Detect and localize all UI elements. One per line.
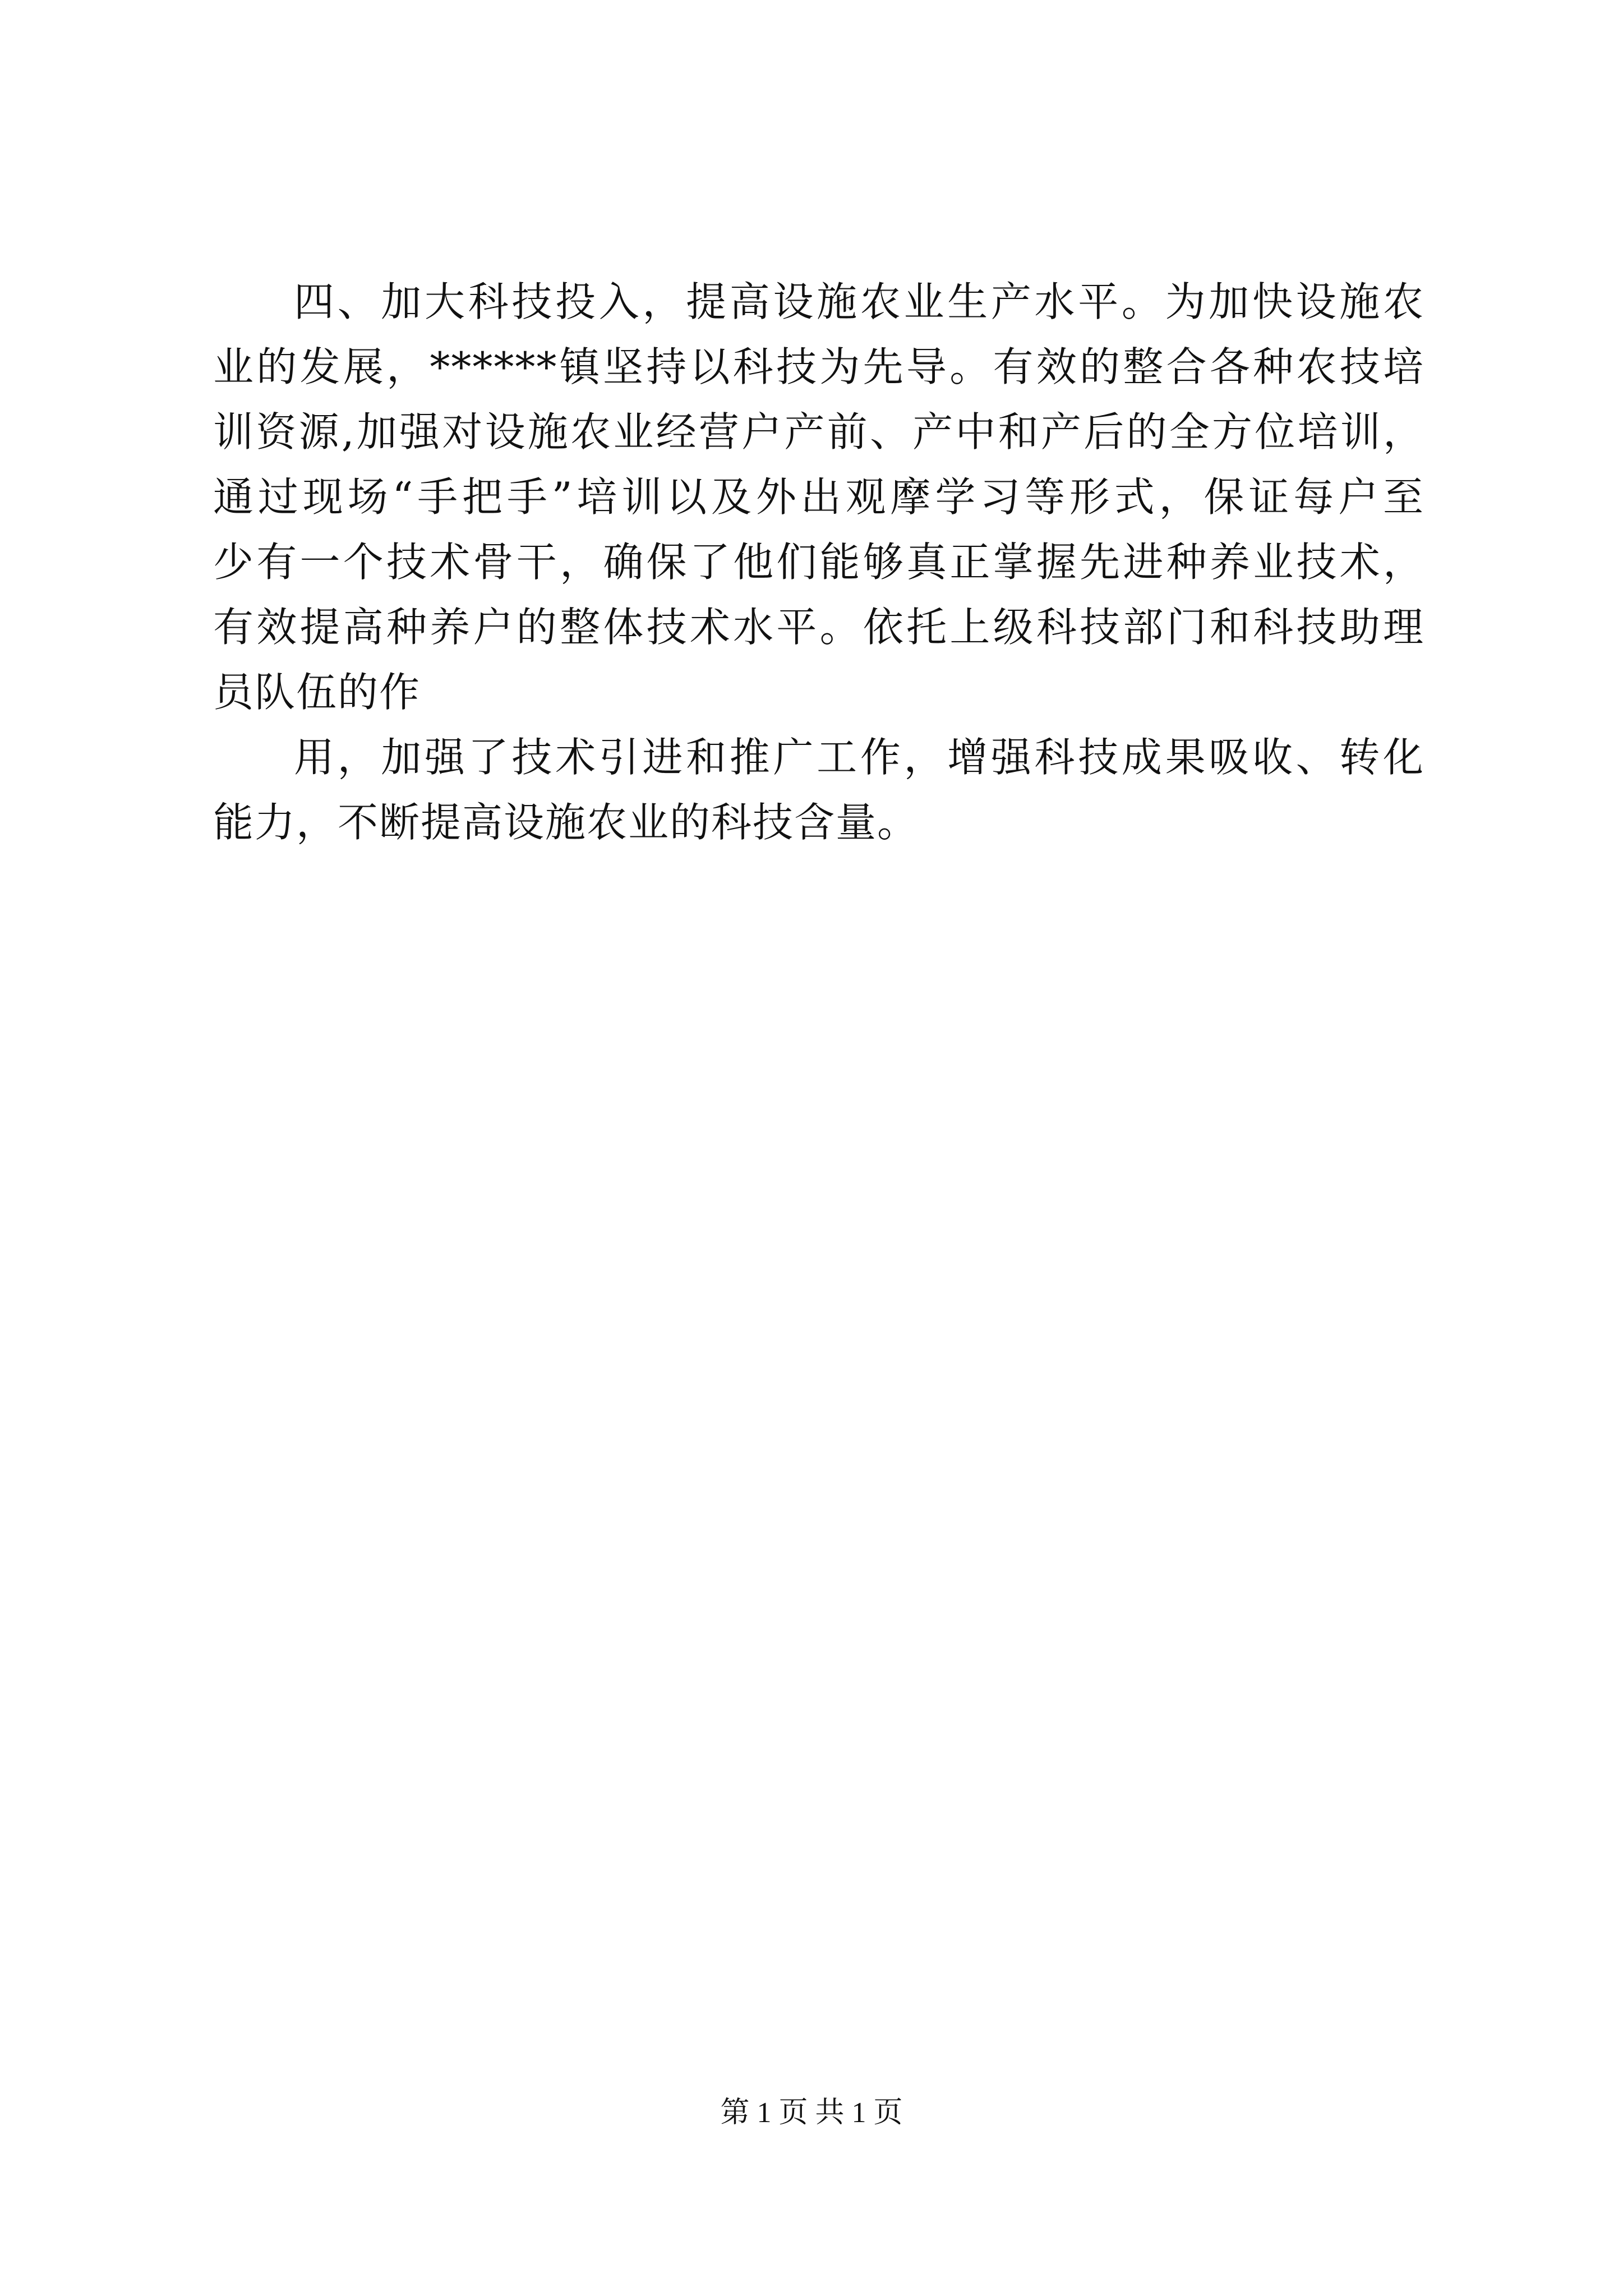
paragraph-line: 四、加大科技投入，提高设施农业生产水平。为加快设施农 — [294, 278, 1424, 325]
page-number-footer: 第 1 页 共 1 页 — [720, 2097, 903, 2129]
paragraph-line: 通过现场“手把手”培训以及外出观摩学习等形式，保证每户至 — [213, 473, 1424, 521]
paragraph-line: 业的发展，******镇坚持以科技为先导。有效的整合各种农技培 — [213, 343, 1424, 390]
paragraph-line: 用，加强了技术引进和推广工作，增强科技成果吸收、转化 — [294, 734, 1424, 781]
paragraph-line: 员队伍的作 — [213, 669, 421, 716]
paragraph-line: 能力，不断提高设施农业的科技含量。 — [213, 799, 919, 846]
document-body — [213, 269, 1424, 855]
paragraph-line: 有效提高种养户的整体技术水平。依托上级科技部门和科技助理 — [213, 604, 1424, 651]
paragraph-2 — [213, 725, 1424, 855]
paragraph-line: 训资源,加强对设施农业经营户产前、产中和产后的全方位培训， — [213, 408, 1424, 455]
paragraph-line: 少有一个技术骨干，确保了他们能够真正掌握先进种养业技术， — [213, 539, 1424, 586]
paragraph-1 — [213, 269, 1424, 725]
